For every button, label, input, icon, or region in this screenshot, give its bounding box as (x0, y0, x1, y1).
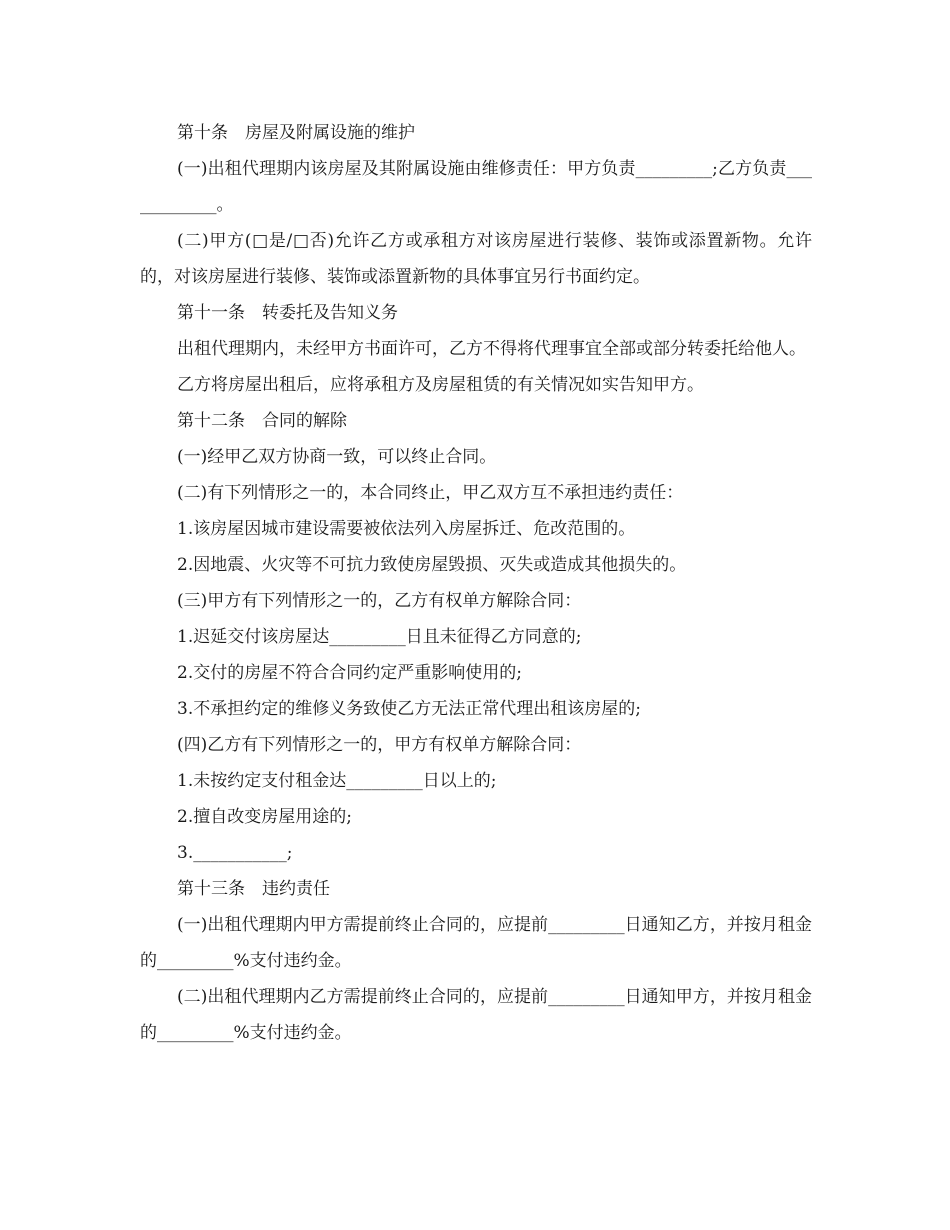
article-13-clause-1: (一)出租代理期内甲方需提前终止合同的，应提前_________日通知乙方，并按月租金的_________%支付违约金。 (140, 915, 812, 971)
article-12-heading: 第十二条 合同的解除 (177, 411, 347, 431)
article-13-heading: 第十三条 违约责任 (177, 879, 330, 899)
article-12-clause-3-item-2: 2.交付的房屋不符合合同约定严重影响使用的; (177, 663, 522, 683)
article-12-clause-1: (一)经甲乙双方协商一致，可以终止合同。 (177, 447, 497, 467)
article-10-clause-2: (二)甲方(□是/□否)允许乙方或承租方对该房屋进行装修、装饰或添置新物。允许的，对该房屋进行装修、装饰或添置新物的具体事宜另行书面约定。 (140, 231, 812, 287)
article-12-clause-4-item-2: 2.擅自改变房屋用途的; (177, 807, 352, 827)
article-12-clause-4: (四)乙方有下列情形之一的，甲方有权单方解除合同： (177, 735, 582, 755)
article-11-paragraph-1: 出租代理期内，未经甲方书面许可，乙方不得将代理事宜全部或部分转委托给他人。 (177, 339, 806, 359)
article-12-clause-3: (三)甲方有下列情形之一的，乙方有权单方解除合同： (177, 591, 582, 611)
article-12-clause-3-item-3: 3.不承担约定的维修义务致使乙方无法正常代理出租该房屋的; (177, 699, 641, 719)
article-10-clause-1: (一)出租代理期内该房屋及其附属设施由维修责任：甲方负责_________;乙方负责____________。 (140, 159, 812, 215)
document-body (140, 115, 812, 1051)
article-12-clause-4-item-1: 1.未按约定支付租金达_________日以上的; (177, 771, 497, 791)
article-12-clause-4-item-3: 3.___________; (177, 843, 293, 863)
article-10-heading: 第十条 房屋及附属设施的维护 (177, 123, 415, 143)
article-12-clause-3-item-1: 1.迟延交付该房屋达_________日且未征得乙方同意的; (177, 627, 582, 647)
article-13-clause-2: (二)出租代理期内乙方需提前终止合同的，应提前_________日通知甲方，并按月租金的_________%支付违约金。 (140, 987, 812, 1043)
article-11-heading: 第十一条 转委托及告知义务 (177, 303, 398, 323)
article-12-clause-2-item-2: 2.因地震、火灾等不可抗力致使房屋毁损、灭失或造成其他损失的。 (177, 555, 687, 575)
article-11-paragraph-2: 乙方将房屋出租后，应将承租方及房屋租赁的有关情况如实告知甲方。 (177, 375, 704, 395)
article-12-clause-2-item-1: 1.该房屋因城市建设需要被依法列入房屋拆迁、危改范围的。 (177, 519, 636, 539)
article-12-clause-2: (二)有下列情形之一的，本合同终止，甲乙双方互不承担违约责任： (177, 483, 684, 503)
